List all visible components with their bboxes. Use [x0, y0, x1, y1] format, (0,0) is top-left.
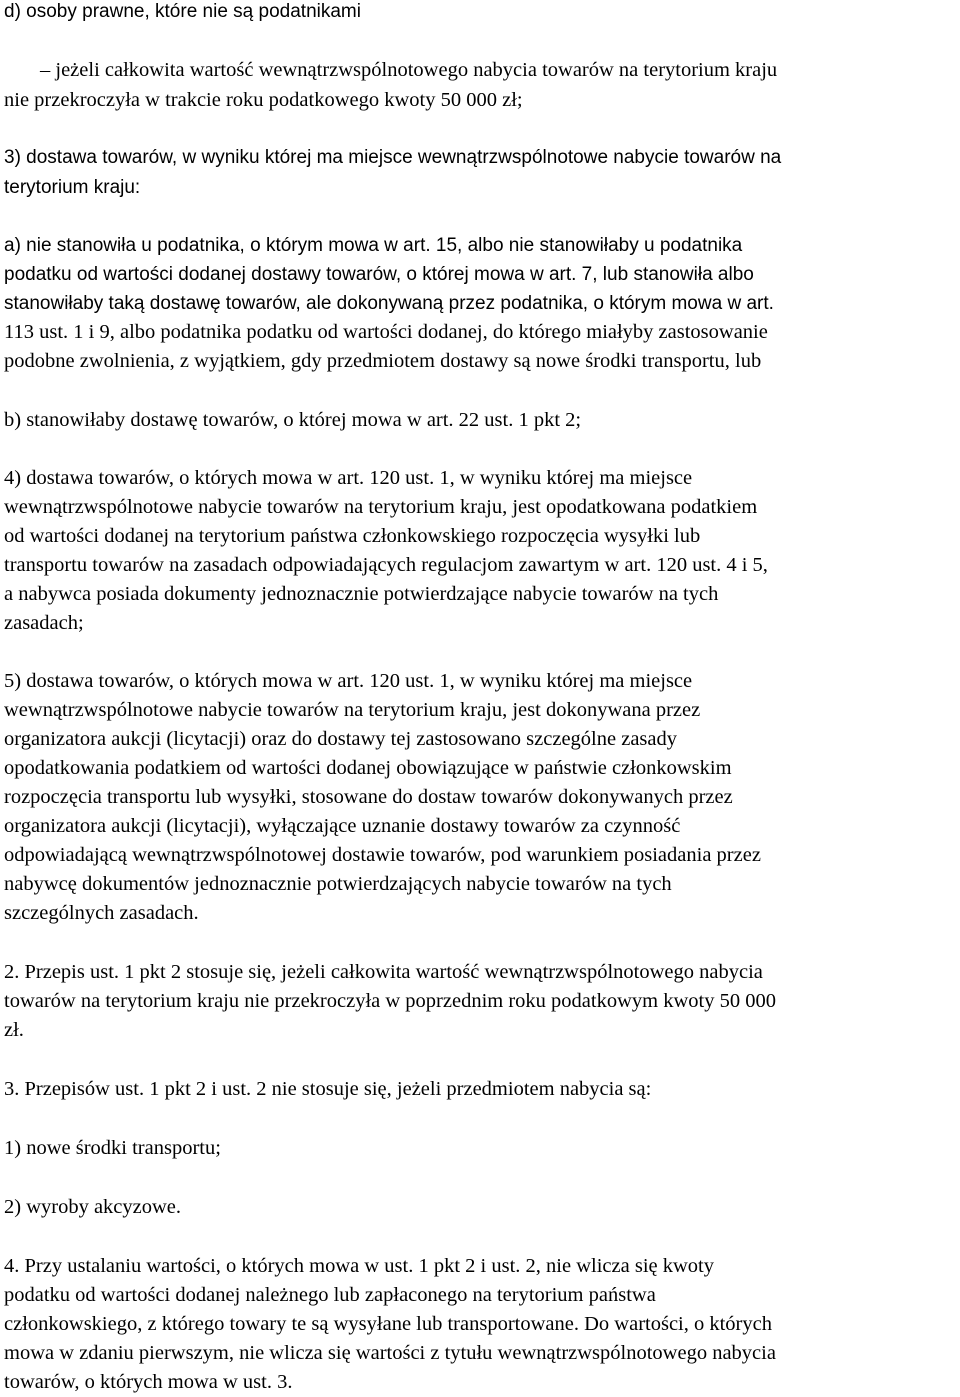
text-line-section-4-3: członkowskiego, z którego towary te są wysyłane lub transportowane. Do wartości, o których	[4, 1313, 772, 1335]
text-line-condition-2: nie przekroczyła w trakcie roku podatkowego kwoty 50 000 zł;	[4, 89, 523, 111]
text-line-point-5-7: odpowiadającą wewnątrzwspólnotowej dostawie towarów, pod warunkiem posiadania przez	[4, 844, 761, 866]
text-line-point-5-3: organizatora aukcji (licytacji) oraz do dostawy tej zastosowano szczególne zasady	[4, 728, 677, 750]
text-line-point-5-8: nabywcę dokumentów jednoznacznie potwierdzających nabycie towarów na tych	[4, 873, 672, 895]
text-line-section-4-5: towarów, o których mowa w ust. 3.	[4, 1371, 293, 1393]
text-line-point-5: 5) dostawa towarów, o których mowa w art. 120 ust. 1, w wyniku której ma miejsce	[4, 670, 693, 692]
text-line-point-a-4: 113 ust. 1 i 9, albo podatnika podatku od wartości dodanej, do którego miałyby zastosowanie	[4, 321, 768, 343]
text-line-section-4: 4. Przy ustalaniu wartości, o których mowa w ust. 1 pkt 2 i ust. 2, nie wlicza się kwoty	[4, 1255, 714, 1277]
text-line-point-4-5: a nabywca posiada dokumenty jednoznacznie potwierdzające nabycie towarów na tych	[4, 583, 719, 605]
text-line-point-a-3: stanowiłaby taką dostawę towarów, ale dokonywaną przez podatnika, o którym mowa w art.	[4, 293, 774, 314]
text-line-point-3-cont: terytorium kraju:	[4, 177, 141, 198]
text-line-point-4-4: transportu towarów na zasadach odpowiadających regulacjom zawartym w art. 120 ust. 4 i 5,	[4, 554, 768, 576]
text-line-section-4-2: podatku od wartości dodanej należnego lub zapłaconego na terytorium państwa	[4, 1284, 656, 1306]
text-line-point-4-6: zasadach;	[4, 612, 84, 634]
text-line-point-3: 3) dostawa towarów, w wyniku której ma miejsce wewnątrzwspólnotowe nabycie towarów na	[4, 147, 782, 168]
text-line-point-5-2: wewnątrzwspólnotowe nabycie towarów na terytorium kraju, jest dokonywana przez	[4, 699, 701, 721]
text-line-point-a-2: podatku od wartości dodanej dostawy towarów, o której mowa w art. 7, lub stanowiła albo	[4, 264, 754, 285]
text-line-d-entities: d) osoby prawne, które nie są podatnikami	[4, 1, 361, 22]
text-line-section-2-3: zł.	[4, 1019, 24, 1041]
text-line-section-2-2: towarów na terytorium kraju nie przekroczyła w poprzednim roku podatkowym kwoty 50 000	[4, 990, 776, 1012]
text-line-point-4-3: od wartości dodanej na terytorium państwa członkowskiego rozpoczęcia wysyłki lub	[4, 525, 701, 547]
text-line-point-a: a) nie stanowiła u podatnika, o którym mowa w art. 15, albo nie stanowiłaby u podatnika	[4, 235, 743, 256]
text-line-point-5-5: rozpoczęcia transportu lub wysyłki, stosowane do dostaw towarów dokonywanych przez	[4, 786, 733, 808]
text-line-point-5-6: organizatora aukcji (licytacji), wyłączające uznanie dostawy towarów za czynność	[4, 815, 681, 837]
text-line-point-4: 4) dostawa towarów, o których mowa w art. 120 ust. 1, w wyniku której ma miejsce	[4, 467, 693, 489]
text-line-point-a-5: podobne zwolnienia, z wyjątkiem, gdy przedmiotem dostawy są nowe środki transportu, lub	[4, 350, 762, 372]
text-line-point-5-9: szczególnych zasadach.	[4, 902, 199, 924]
text-line-section-3: 3. Przepisów ust. 1 pkt 2 i ust. 2 nie stosuje się, jeżeli przedmiotem nabycia są:	[4, 1078, 652, 1100]
text-line-section-2: 2. Przepis ust. 1 pkt 2 stosuje się, jeżeli całkowita wartość wewnątrzwspólnotowego nabycia	[4, 961, 763, 983]
text-line-section-3-item-1: 1) nowe środki transportu;	[4, 1137, 221, 1159]
text-line-condition-1: – jeżeli całkowita wartość wewnątrzwspólnotowego nabycia towarów na terytorium kraju	[40, 59, 778, 81]
text-line-point-5-4: opodatkowania podatkiem od wartości dodanej obowiązujące w państwie członkowskim	[4, 757, 732, 779]
text-line-point-4-2: wewnątrzwspólnotowe nabycie towarów na terytorium kraju, jest opodatkowana podatkiem	[4, 496, 758, 518]
text-line-point-b: b) stanowiłaby dostawę towarów, o której mowa w art. 22 ust. 1 pkt 2;	[4, 409, 582, 431]
text-line-section-3-item-2: 2) wyroby akcyzowe.	[4, 1196, 182, 1218]
text-line-section-4-4: mowa w zdaniu pierwszym, nie wlicza się wartości z tytułu wewnątrzwspólnotowego nabycia	[4, 1342, 776, 1364]
